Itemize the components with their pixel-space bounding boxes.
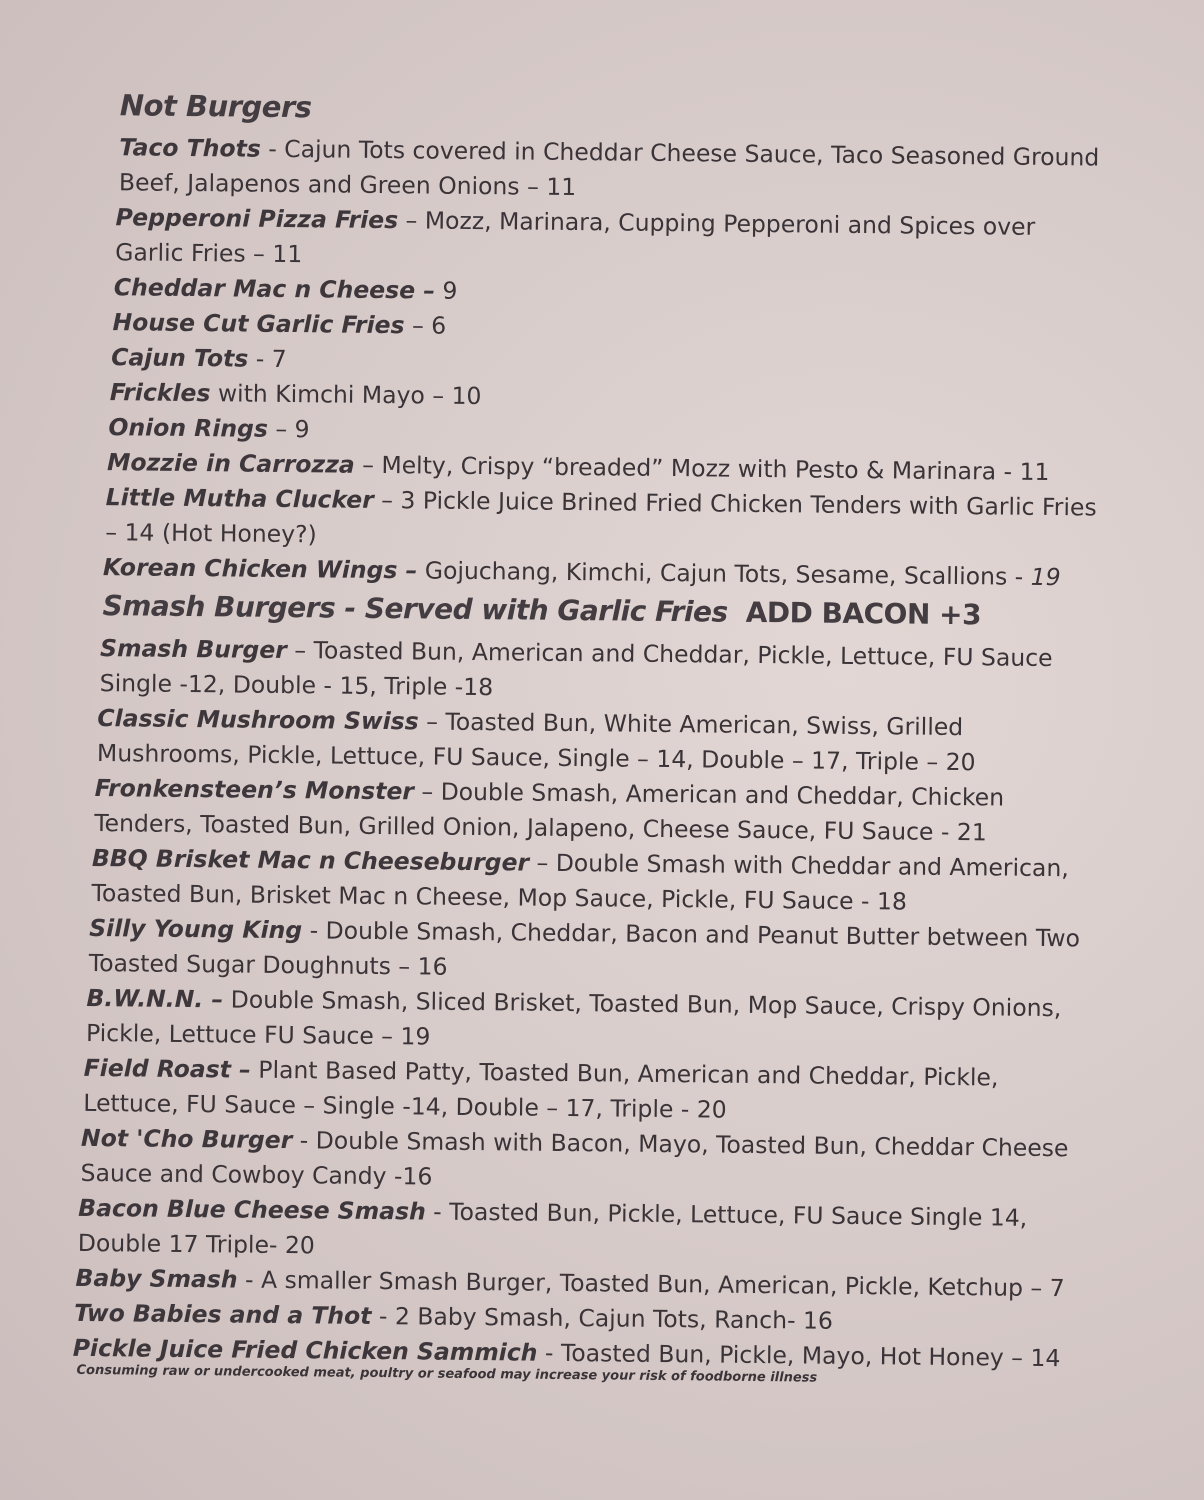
- item-name: Baby Smash: [75, 1263, 238, 1294]
- item-description: - 2 Baby Smash, Cajun Tots, Ranch- 16: [371, 1301, 834, 1335]
- item-name: Classic Mushroom Swiss: [97, 704, 419, 736]
- item-name: Pickle Juice Fried Chicken Sammich: [72, 1333, 538, 1367]
- item-name: House Cut Garlic Fries: [112, 308, 405, 340]
- item-name: Mozzie in Carrozza: [106, 448, 355, 479]
- menu-item: [86, 981, 1097, 1062]
- item-description: – Double Smash with Cheddar and American, Toasted Bun, Brisket Mac n Cheese, Mop Sauce, Pickle, FU Sauce - 18: [91, 848, 1069, 916]
- item-description: – Toasted Bun, White American, Swiss, Grilled Mushrooms, Pickle, Lettuce, FU Sauce, Single – 14, Double – 17, Triple – 20: [96, 707, 976, 777]
- menu-document: [72, 86, 1105, 1391]
- item-description: – Melty, Crispy “breaded” Mozz with Pesto & Marinara - 11: [354, 450, 1050, 487]
- item-name: Taco Thots: [119, 133, 261, 163]
- menu-item: [115, 200, 1105, 280]
- item-description: - Double Smash, Cheddar, Bacon and Peanut Butter between Two Toasted Sugar Doughnuts – 16: [88, 916, 1081, 981]
- item-description: – 3 Pickle Juice Brined Fried Chicken Tenders with Garlic Fries – 14 (Hot Honey?): [105, 485, 1097, 549]
- item-name: Pepperoni Pizza Fries: [115, 203, 399, 235]
- item-description: – Toasted Bun, American and Cheddar, Pickle, Lettuce, FU Sauce Single -12, Double - 15, Triple -18: [99, 636, 1053, 702]
- not-burgers-heading: Not Burgers: [119, 88, 312, 125]
- item-name: Bacon Blue Cheese Smash: [78, 1193, 426, 1226]
- menu-item: [105, 480, 1102, 560]
- menu-item: [119, 130, 1106, 210]
- item-description: - Cajun Tots covered in Cheddar Cheese Sauce, Taco Seasoned Ground Beef, Jalapenos and Green Onions – 11: [118, 134, 1100, 202]
- item-name: B.W.N.N. –: [86, 983, 224, 1014]
- item-description: Double Smash, Sliced Brisket, Toasted Bun, Mop Sauce, Crispy Onions, Pickle, Lettuce FU Sauce – 19: [85, 985, 1062, 1051]
- add-bacon-note: ADD BACON +3: [745, 595, 982, 632]
- item-name: BBQ Brisket Mac n Cheeseburger: [91, 844, 530, 877]
- food-safety-notice: Consuming raw or undercooked meat, poultry or seafood may increase your risk of foodborne illness: [76, 1362, 818, 1386]
- menu-item: [80, 1121, 1095, 1202]
- item-description: - 7: [248, 344, 287, 374]
- menu-item: [91, 841, 1098, 922]
- item-name: Fronkensteen’s Monster: [94, 774, 415, 806]
- item-description: - Toasted Bun, Pickle, Lettuce, FU Sauce Single 14, Double 17 Triple- 20: [77, 1197, 1028, 1260]
- menu-item: [94, 771, 1099, 852]
- item-description: Plant Based Patty, Toasted Bun, American and Cheddar, Pickle, Lettuce, FU Sauce – Single -14, Double – 17, Triple - 20: [83, 1055, 999, 1124]
- item-description: – Double Smash, American and Cheddar, Chicken Tenders, Toasted Bun, Grilled Onion, Jalapeno, Cheese Sauce, FU Sauce - 21: [94, 777, 1005, 847]
- smash-burgers-heading: Smash Burgers - Served with Garlic Fries ADD BACON +3: [102, 589, 982, 632]
- item-description: – 9: [267, 414, 310, 444]
- menu-item: [78, 1191, 1095, 1272]
- item-description: - Double Smash with Bacon, Mayo, Toasted Bun, Cheddar Cheese Sauce and Cowboy Candy -16: [80, 1126, 1069, 1191]
- item-name: Not 'Cho Burger: [80, 1123, 293, 1155]
- item-name: Two Babies and a Thot: [74, 1298, 372, 1330]
- item-name: Cheddar Mac n Cheese –: [113, 273, 436, 305]
- item-description: – Mozz, Marinara, Cupping Pepperoni and Spices over Garlic Fries – 11: [115, 206, 1036, 269]
- item-description: - A smaller Smash Burger, Toasted Bun, American, Pickle, Ketchup – 7: [237, 1265, 1065, 1303]
- item-name: Silly Young King: [89, 913, 303, 945]
- menu-item: [83, 1051, 1096, 1132]
- item-price: 19: [1030, 562, 1061, 592]
- item-name: Little Mutha Clucker: [105, 483, 374, 514]
- item-description: – 6: [404, 311, 447, 340]
- menu-item: [97, 701, 1100, 781]
- item-description: - Toasted Bun, Pickle, Mayo, Hot Honey – 14: [537, 1338, 1061, 1373]
- item-name: Onion Rings: [108, 413, 269, 443]
- item-name: Field Roast –: [83, 1053, 252, 1084]
- item-name: Smash Burger: [99, 634, 288, 665]
- item-name: Frickles: [109, 378, 211, 408]
- item-description: with Kimchi Mayo – 10: [210, 379, 482, 411]
- item-description: Gojuchang, Kimchi, Cajun Tots, Sesame, Scallions -: [417, 556, 1031, 591]
- item-description: 9: [434, 276, 458, 305]
- menu-item: [89, 911, 1098, 992]
- menu-item: [100, 631, 1101, 711]
- item-name: Cajun Tots: [111, 343, 249, 373]
- item-name: Korean Chicken Wings –: [102, 553, 418, 585]
